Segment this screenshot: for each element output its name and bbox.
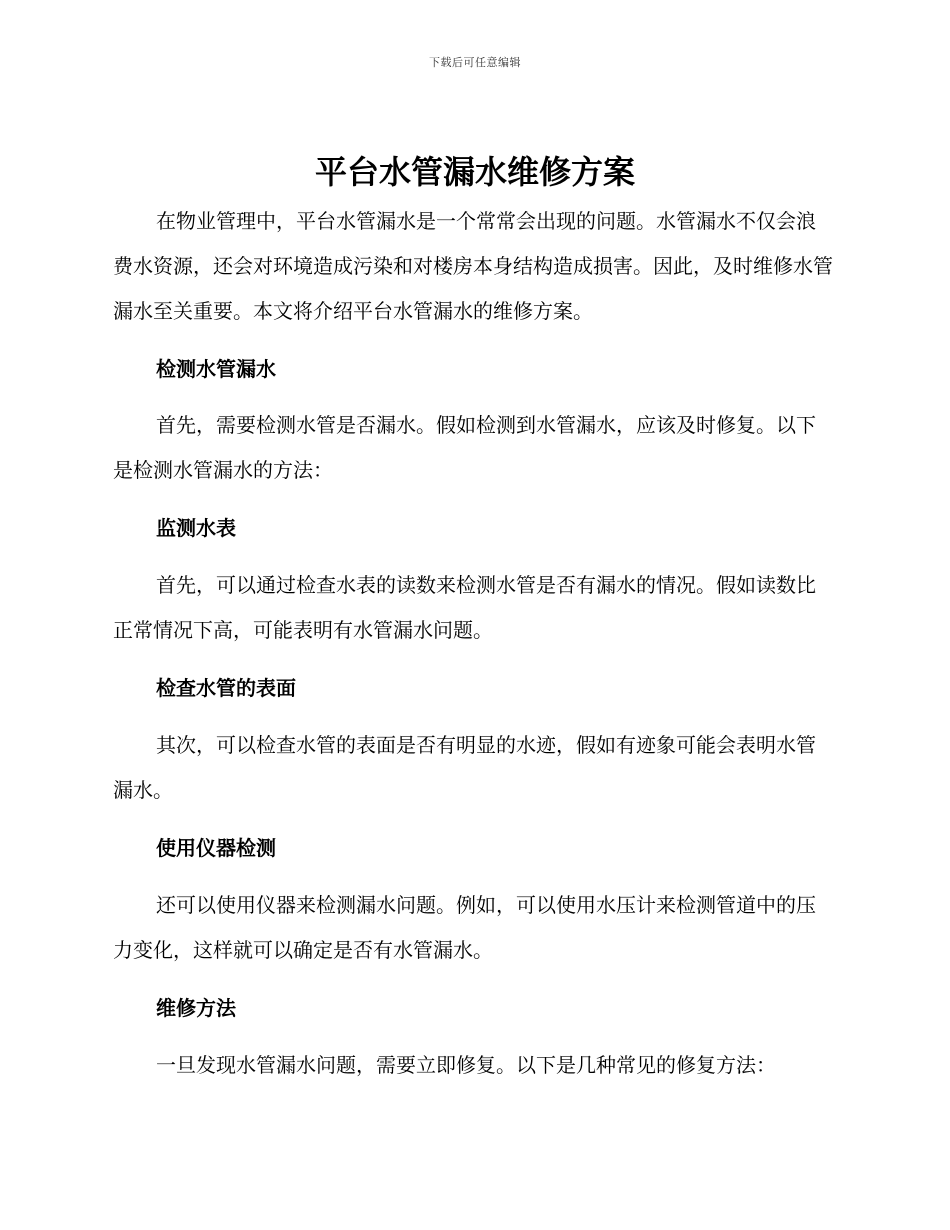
section-heading-repair-methods: 维修方法 — [156, 996, 236, 1020]
intro-paragraph: 在物业管理中，平台水管漏水是一个常常会出现的问题。水管漏水不仅会浪费水资源，还会对环境造成污染和对楼房本身结构造成损害。因此，及时维修水管漏水至关重要。本文将介绍平台水管漏水的维修方案。 — [113, 209, 833, 323]
section-text-detect-leak: 首先，需要检测水管是否漏水。假如检测到水管漏水，应该及时修复。以下是检测水管漏水的方法： — [113, 413, 816, 482]
section-text-repair-methods: 一旦发现水管漏水问题，需要立即修复。以下是几种常见的修复方法： — [156, 1053, 776, 1077]
section-heading-instrument: 使用仪器检测 — [156, 836, 276, 860]
section-text-water-meter: 首先，可以通过检查水表的读数来检测水管是否有漏水的情况。假如读数比正常情况下高，可能表明有水管漏水问题。 — [113, 573, 816, 642]
section-heading-water-meter: 监测水表 — [156, 516, 236, 540]
document-title: 平台水管漏水维修方案 — [314, 153, 635, 191]
page-header-note: 下载后可任意编辑 — [429, 56, 521, 69]
section-heading-pipe-surface: 检查水管的表面 — [156, 676, 296, 700]
section-heading-detect-leak: 检测水管漏水 — [156, 357, 276, 381]
section-text-instrument: 还可以使用仪器来检测漏水问题。例如，可以使用水压计来检测管道中的压力变化，这样就可以确定是否有水管漏水。 — [113, 893, 816, 962]
section-text-pipe-surface: 其次，可以检查水管的表面是否有明显的水迹，假如有迹象可能会表明水管漏水。 — [113, 733, 816, 802]
